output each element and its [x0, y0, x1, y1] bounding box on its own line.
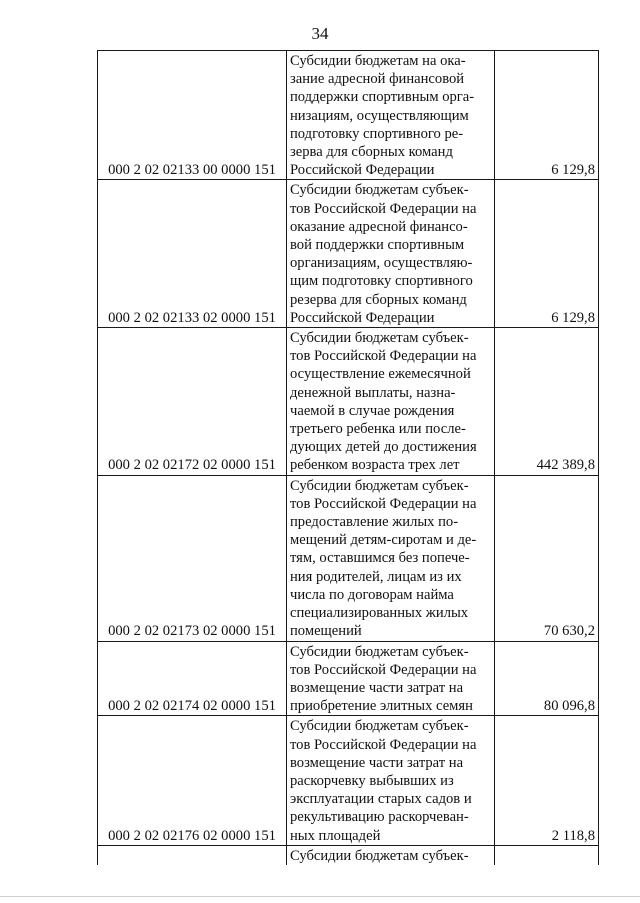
subsidy-name-line: эксплуатации старых садов и	[290, 791, 472, 808]
amount-cell: 6 129,8	[495, 180, 599, 328]
subsidy-name-line: Российской Федерации	[290, 309, 435, 326]
subsidy-name-line: зание адресной финансовой	[290, 71, 465, 88]
subsidy-name-line: раскорчевку выбывших из	[290, 772, 454, 789]
subsidy-name-line: ных площадей	[290, 827, 381, 844]
subsidy-name-line: вой поддержки спортивным	[290, 237, 465, 254]
budget-code-cell: 000 2 02 02174 02 0000 151	[98, 641, 287, 716]
subsidy-name-line: низациям, осуществляющим	[290, 107, 469, 124]
subsidy-name-line: Субсидии бюджетам субъек-	[290, 847, 469, 864]
budget-code-cell: 000 2 02 02172 02 0000 151	[98, 328, 287, 476]
table-row	[98, 51, 599, 180]
subsidy-name-line: тов Российской Федерации на	[290, 348, 477, 365]
subsidy-name-line: поддержки спортивным орга-	[290, 89, 475, 106]
subsidy-name-line: зерва для сборных команд	[290, 144, 453, 161]
subsidy-name-line: ребенком возраста трех лет	[290, 457, 460, 474]
subsidy-name-line: мещений детям-сиротам и де-	[290, 532, 477, 549]
subsidy-name-line: помещений	[290, 623, 362, 640]
subsidy-name-line: тов Российской Федерации на	[290, 661, 477, 678]
table-body	[98, 51, 599, 865]
table-row	[98, 328, 599, 476]
subsidy-name-line: предоставление жилых по-	[290, 514, 459, 531]
subsidy-name-line: подготовку спортивного ре-	[290, 125, 464, 142]
amount-cell	[495, 845, 599, 865]
subsidy-name-line: Субсидии бюджетам на ока-	[290, 53, 466, 69]
subsidy-name-line: Субсидии бюджетам субъек-	[290, 182, 469, 199]
subsidy-name-cell	[287, 641, 495, 716]
subsidy-name-line: Субсидии бюджетам субъек-	[290, 718, 469, 735]
subsidy-name-cell	[287, 845, 495, 865]
amount-cell: 2 118,8	[495, 716, 599, 845]
subsidy-name-line: тов Российской Федерации на	[290, 495, 477, 512]
subsidy-name-line: тям, оставшимся без попече-	[290, 550, 470, 567]
subsidy-name-line: тов Российской Федерации на	[290, 200, 477, 217]
amount-cell: 442 389,8	[495, 328, 599, 476]
subsidy-name-line: возмещение части затрат на	[290, 754, 464, 771]
subsidy-name-line: оказание адресной финансо-	[290, 218, 468, 235]
subsidy-name-line: осуществление ежемесячной	[290, 366, 471, 383]
subsidy-name-line: Субсидии бюджетам субъек-	[290, 643, 469, 660]
budget-code-cell: 000 2 02 02173 02 0000 151	[98, 475, 287, 641]
table-row	[98, 641, 599, 716]
amount-cell: 6 129,8	[495, 51, 599, 180]
subsidy-name-line: дующих детей до достижения	[290, 439, 477, 456]
table-row	[98, 475, 599, 641]
subsidy-name-cell	[287, 51, 495, 180]
subsidy-name-cell	[287, 328, 495, 476]
subsidy-name-line: чаемой в случае рождения	[290, 402, 455, 419]
budget-code-cell: 000 2 02 02176 02 0000 151	[98, 716, 287, 845]
subsidy-name-line: рекультивацию раскорчеван-	[290, 809, 469, 826]
budget-code-cell	[98, 845, 287, 865]
subsidy-name-cell	[287, 180, 495, 328]
page-number: 34	[311, 24, 329, 43]
subsidy-name-line: числа по договорам найма	[290, 586, 454, 603]
subsidy-name-line: организациям, осуществляю-	[290, 255, 473, 272]
subsidy-name-cell	[287, 716, 495, 845]
budget-code-cell: 000 2 02 02133 00 0000 151	[98, 51, 287, 180]
subsidy-name-line: третьего ребенка или после-	[290, 421, 466, 438]
scan-edge-divider	[0, 896, 640, 897]
subsidy-name-line: ния родителей, лицам из их	[290, 568, 462, 585]
table-row-continued	[98, 845, 599, 865]
table-row	[98, 180, 599, 328]
amount-cell: 80 096,8	[495, 641, 599, 716]
subsidy-name-cell	[287, 475, 495, 641]
table-row	[98, 716, 599, 845]
subsidy-name-line: возмещение части затрат на	[290, 679, 464, 696]
amount-cell: 70 630,2	[495, 475, 599, 641]
subsidy-name-line: денежной выплаты, назна-	[290, 384, 456, 401]
subsidy-name-line: приобретение элитных семян	[290, 698, 473, 715]
subsidy-name-line: Субсидии бюджетам субъек-	[290, 477, 469, 494]
budget-table	[97, 50, 599, 865]
subsidy-name-line: Субсидии бюджетам субъек-	[290, 330, 469, 347]
subsidy-name-line: тов Российской Федерации на	[290, 736, 477, 753]
subsidy-name-line: резерва для сборных команд	[290, 291, 467, 308]
subsidy-name-line: щим подготовку спортивного	[290, 273, 473, 290]
budget-code-cell: 000 2 02 02133 02 0000 151	[98, 180, 287, 328]
subsidy-name-line: Российской Федерации	[290, 162, 435, 179]
subsidy-name-line: специализированных жилых	[290, 605, 469, 622]
